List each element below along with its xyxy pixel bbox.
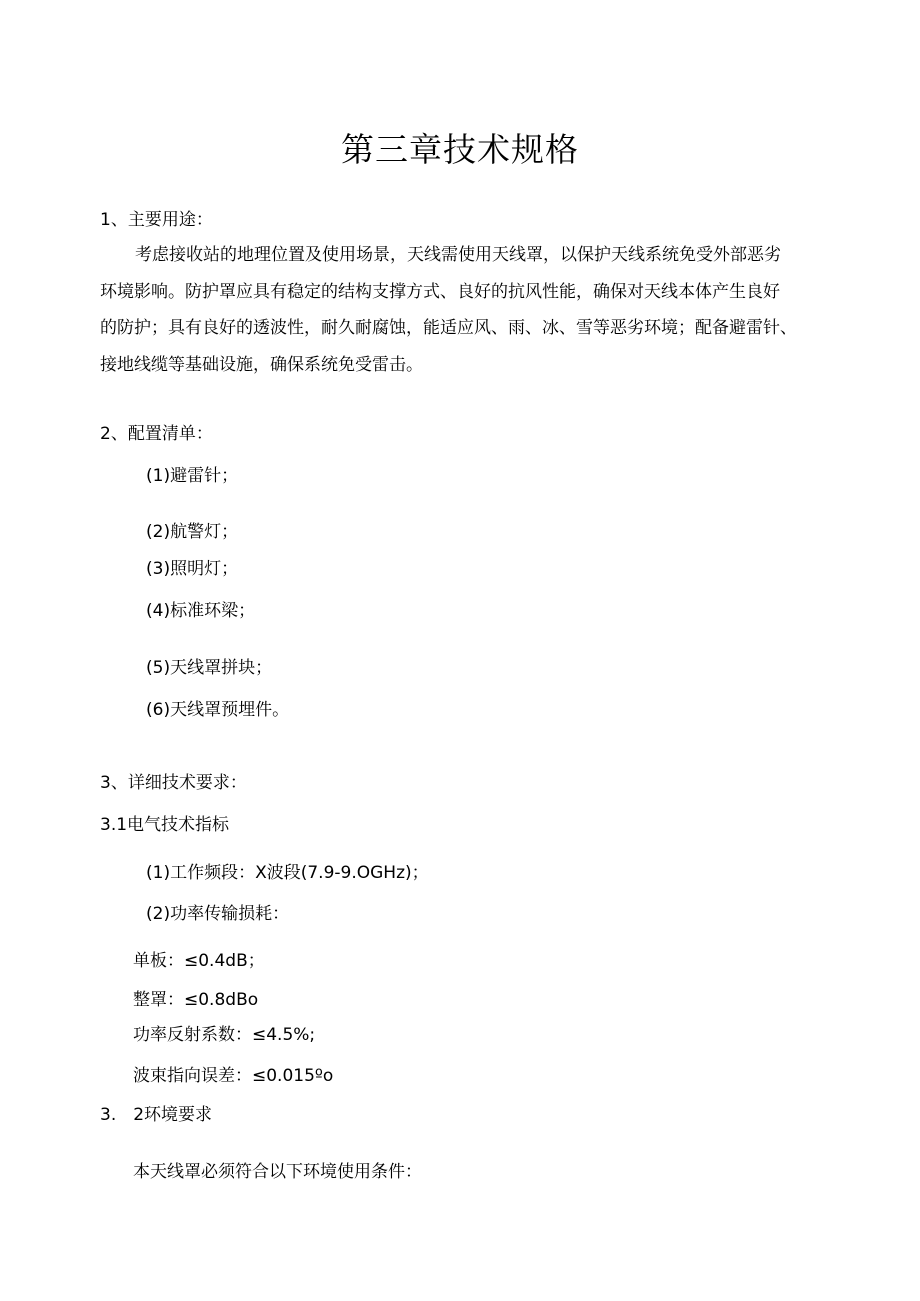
spec-single-board: 单板：≤0.4dB； [133,951,265,971]
spec-reflection-coefficient: 功率反射系数：≤4.5%; [133,1025,316,1045]
spec-whole-radome: 整罩：≤0.8dBo [133,990,259,1010]
section-2-heading: 2、配置清单： [100,424,213,444]
chapter-title: 第三章技术规格 [341,130,579,169]
config-item-2: (2)航警灯； [146,522,239,542]
section-3-2-heading: 3. 2环境要求 [100,1105,213,1125]
section-1-heading: 1、主要用途： [100,210,213,230]
spec-beam-pointing-error: 波束指向误差：≤0.015ºo [133,1066,334,1086]
section-1-paragraph-line-1: 考虑接收站的地理位置及使用场景，天线需使用天线罩，以保护天线系统免受外部恶劣 [135,245,781,265]
environment-intro-text: 本天线罩必须符合以下环境使用条件： [133,1162,422,1182]
config-item-6: (6)天线罩预埋件。 [146,700,290,720]
section-1-paragraph-line-2: 环境影响。防护罩应具有稳定的结构支撑方式、良好的抗风性能，确保对天线本体产生良好 [100,282,780,302]
section-3-1-heading: 3.1电气技术指标 [100,815,230,835]
electrical-item-1: (1)工作频段：X波段(7.9-9.OGHz)； [146,863,429,883]
section-1-paragraph-line-4: 接地线缆等基础设施，确保系统免受雷击。 [100,355,423,375]
config-item-5: (5)天线罩拼块； [146,658,273,678]
config-item-1: (1)避雷针； [146,466,239,486]
section-3-heading: 3、详细技术要求： [100,773,247,793]
electrical-item-2: (2)功率传输损耗： [146,904,290,924]
config-item-4: (4)标准环梁； [146,601,256,621]
section-1-paragraph-line-3: 的防护；具有良好的透波性，耐久耐腐蚀，能适应风、雨、冰、雪等恶劣环境；配备避雷针、 [100,318,797,338]
config-item-3: (3)照明灯； [146,559,239,579]
